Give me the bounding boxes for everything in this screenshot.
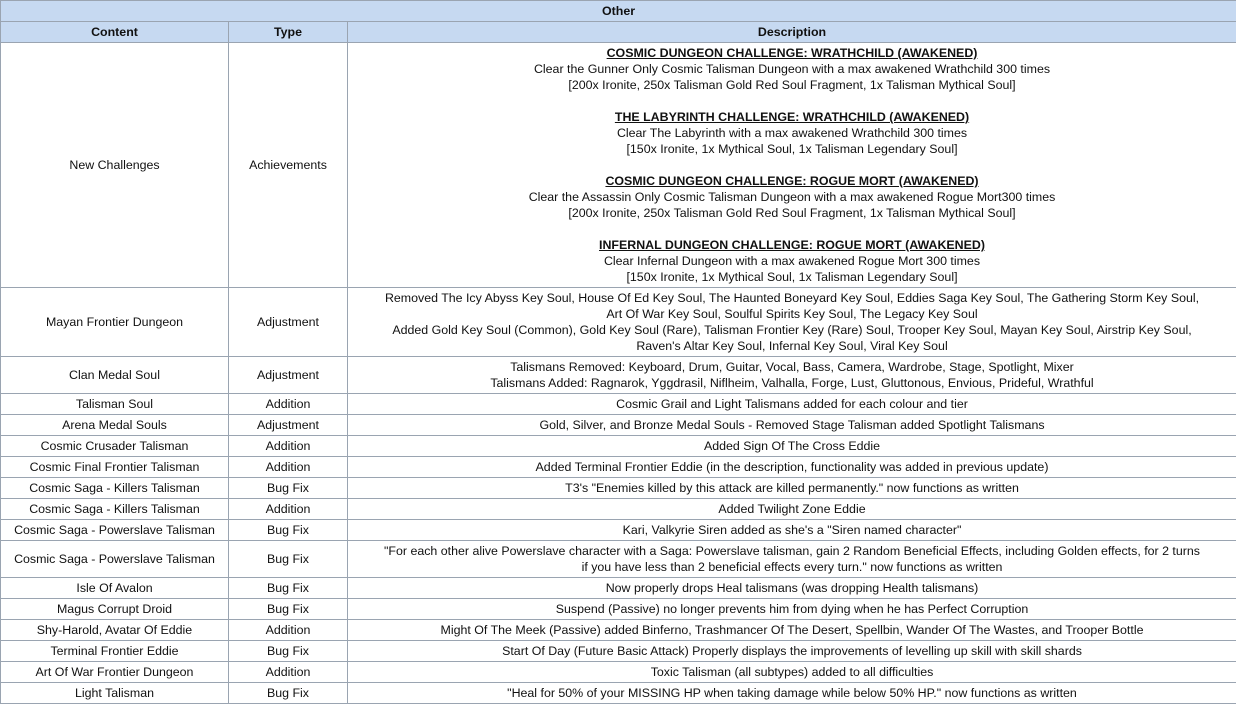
type-cell: Bug Fix bbox=[229, 478, 348, 499]
content-cell: Cosmic Saga - Killers Talisman bbox=[1, 499, 229, 520]
description-cell: Added Sign Of The Cross Eddie bbox=[348, 436, 1236, 457]
challenge-reward: [200x Ironite, 250x Talisman Gold Red Soul Fragment, 1x Talisman Mythical Soul] bbox=[568, 78, 1016, 92]
description-line: Raven's Altar Key Soul, Infernal Key Soul, Viral Key Soul bbox=[636, 339, 948, 353]
type-cell: Achievements bbox=[229, 43, 348, 288]
header-type: Type bbox=[229, 22, 348, 43]
table-row bbox=[1, 43, 1236, 288]
description-line: "For each other alive Powerslave character with a Saga: Powerslave talisman, gain 2 Random Beneficial Effects, including Golden effects, for 2 turns bbox=[384, 544, 1200, 558]
challenge-title: THE LABYRINTH CHALLENGE: WRATHCHILD (AWAKENED) bbox=[614, 110, 970, 124]
content-cell: Magus Corrupt Droid bbox=[1, 599, 229, 620]
table-title: Other bbox=[1, 1, 1236, 22]
table-row bbox=[1, 415, 1236, 436]
type-cell: Addition bbox=[229, 662, 348, 683]
type-cell: Addition bbox=[229, 436, 348, 457]
type-cell: Addition bbox=[229, 457, 348, 478]
content-cell: Talisman Soul bbox=[1, 394, 229, 415]
header-description: Description bbox=[348, 22, 1236, 43]
content-cell: Terminal Frontier Eddie bbox=[1, 641, 229, 662]
table-row bbox=[1, 599, 1236, 620]
description-cell: Might Of The Meek (Passive) added Binferno, Trashmancer Of The Desert, Spellbin, Wander Of The Wastes, and Trooper Bottle bbox=[348, 620, 1236, 641]
description-cell bbox=[348, 43, 1236, 288]
table-row bbox=[1, 620, 1236, 641]
type-cell: Addition bbox=[229, 394, 348, 415]
description-cell: Kari, Valkyrie Siren added as she's a "Siren named character" bbox=[348, 520, 1236, 541]
challenge-reward: [150x Ironite, 1x Mythical Soul, 1x Talisman Legendary Soul] bbox=[626, 270, 958, 284]
table-row bbox=[1, 641, 1236, 662]
content-cell: Cosmic Final Frontier Talisman bbox=[1, 457, 229, 478]
header-content: Content bbox=[1, 22, 229, 43]
challenge-title: COSMIC DUNGEON CHALLENGE: WRATHCHILD (AWAKENED) bbox=[606, 46, 978, 60]
type-cell: Adjustment bbox=[229, 357, 348, 394]
content-cell: Arena Medal Souls bbox=[1, 415, 229, 436]
table-row bbox=[1, 683, 1236, 704]
type-cell: Addition bbox=[229, 499, 348, 520]
content-cell: Cosmic Saga - Powerslave Talisman bbox=[1, 520, 229, 541]
description-cell: T3's "Enemies killed by this attack are killed permanently." now functions as written bbox=[348, 478, 1236, 499]
description-cell: Now properly drops Heal talismans (was dropping Health talismans) bbox=[348, 578, 1236, 599]
description-line: Art Of War Key Soul, Soulful Spirits Key Soul, The Legacy Key Soul bbox=[606, 307, 978, 321]
type-cell: Bug Fix bbox=[229, 520, 348, 541]
description-cell: Added Twilight Zone Eddie bbox=[348, 499, 1236, 520]
description-cell: Added Terminal Frontier Eddie (in the description, functionality was added in previous update) bbox=[348, 457, 1236, 478]
table-row bbox=[1, 478, 1236, 499]
type-cell: Bug Fix bbox=[229, 541, 348, 578]
content-cell: New Challenges bbox=[1, 43, 229, 288]
description-cell: "Heal for 50% of your MISSING HP when taking damage while below 50% HP." now functions as written bbox=[348, 683, 1236, 704]
content-cell: Isle Of Avalon bbox=[1, 578, 229, 599]
type-cell: Adjustment bbox=[229, 288, 348, 357]
type-cell: Bug Fix bbox=[229, 578, 348, 599]
description-line: Added Gold Key Soul (Common), Gold Key Soul (Rare), Talisman Frontier Key (Rare) Soul, Trooper Key Soul, Mayan Key Soul, Airstrip Key Soul, bbox=[392, 323, 1192, 337]
header-row bbox=[1, 22, 1236, 43]
type-cell: Addition bbox=[229, 620, 348, 641]
description-cell: Suspend (Passive) no longer prevents him from dying when he has Perfect Corruption bbox=[348, 599, 1236, 620]
description-cell bbox=[348, 541, 1236, 578]
description-cell bbox=[348, 357, 1236, 394]
table-title-row bbox=[1, 1, 1236, 22]
content-cell: Mayan Frontier Dungeon bbox=[1, 288, 229, 357]
description-line: Talismans Removed: Keyboard, Drum, Guitar, Vocal, Bass, Camera, Wardrobe, Stage, Spotlight, Mixer bbox=[510, 360, 1074, 374]
description-cell: Toxic Talisman (all subtypes) added to all difficulties bbox=[348, 662, 1236, 683]
table-row bbox=[1, 499, 1236, 520]
challenge-reward: [150x Ironite, 1x Mythical Soul, 1x Talisman Legendary Soul] bbox=[626, 142, 958, 156]
table-row bbox=[1, 578, 1236, 599]
description-cell bbox=[348, 288, 1236, 357]
challenge-line: Clear The Labyrinth with a max awakened Wrathchild 300 times bbox=[616, 126, 968, 140]
table-row bbox=[1, 662, 1236, 683]
type-cell: Bug Fix bbox=[229, 599, 348, 620]
description-cell: Gold, Silver, and Bronze Medal Souls - Removed Stage Talisman added Spotlight Talismans bbox=[348, 415, 1236, 436]
table-row bbox=[1, 288, 1236, 357]
content-cell: Clan Medal Soul bbox=[1, 357, 229, 394]
content-cell: Light Talisman bbox=[1, 683, 229, 704]
description-line: Removed The Icy Abyss Key Soul, House Of Ed Key Soul, The Haunted Boneyard Key Soul, Eddies Saga Key Soul, The Gathering Storm Key Soul, bbox=[384, 291, 1200, 305]
challenge-title: INFERNAL DUNGEON CHALLENGE: ROGUE MORT (AWAKENED) bbox=[599, 238, 985, 252]
type-cell: Adjustment bbox=[229, 415, 348, 436]
content-cell: Cosmic Saga - Killers Talisman bbox=[1, 478, 229, 499]
content-cell: Cosmic Crusader Talisman bbox=[1, 436, 229, 457]
content-cell: Shy-Harold, Avatar Of Eddie bbox=[1, 620, 229, 641]
challenge-line: Clear Infernal Dungeon with a max awakened Rogue Mort 300 times bbox=[603, 254, 981, 268]
challenge-reward: [200x Ironite, 250x Talisman Gold Red Soul Fragment, 1x Talisman Mythical Soul] bbox=[568, 206, 1016, 220]
content-cell: Art Of War Frontier Dungeon bbox=[1, 662, 229, 683]
type-cell: Bug Fix bbox=[229, 641, 348, 662]
challenge-line: Clear the Gunner Only Cosmic Talisman Dungeon with a max awakened Wrathchild 300 times bbox=[533, 62, 1051, 76]
table-row bbox=[1, 436, 1236, 457]
description-cell: Cosmic Grail and Light Talismans added for each colour and tier bbox=[348, 394, 1236, 415]
description-line: if you have less than 2 beneficial effects every turn." now functions as written bbox=[581, 560, 1003, 574]
table-row bbox=[1, 394, 1236, 415]
content-cell: Cosmic Saga - Powerslave Talisman bbox=[1, 541, 229, 578]
table-row bbox=[1, 457, 1236, 478]
challenge-title: COSMIC DUNGEON CHALLENGE: ROGUE MORT (AWAKENED) bbox=[605, 174, 979, 188]
challenge-line: Clear the Assassin Only Cosmic Talisman Dungeon with a max awakened Rogue Mort300 times bbox=[528, 190, 1056, 204]
table-row bbox=[1, 520, 1236, 541]
table-row bbox=[1, 541, 1236, 578]
description-cell: Start Of Day (Future Basic Attack) Properly displays the improvements of levelling up skill with skill shards bbox=[348, 641, 1236, 662]
description-line: Talismans Added: Ragnarok, Yggdrasil, Niflheim, Valhalla, Forge, Lust, Gluttonous, Envious, Prideful, Wrathful bbox=[490, 376, 1094, 390]
table-row bbox=[1, 357, 1236, 394]
type-cell: Bug Fix bbox=[229, 683, 348, 704]
